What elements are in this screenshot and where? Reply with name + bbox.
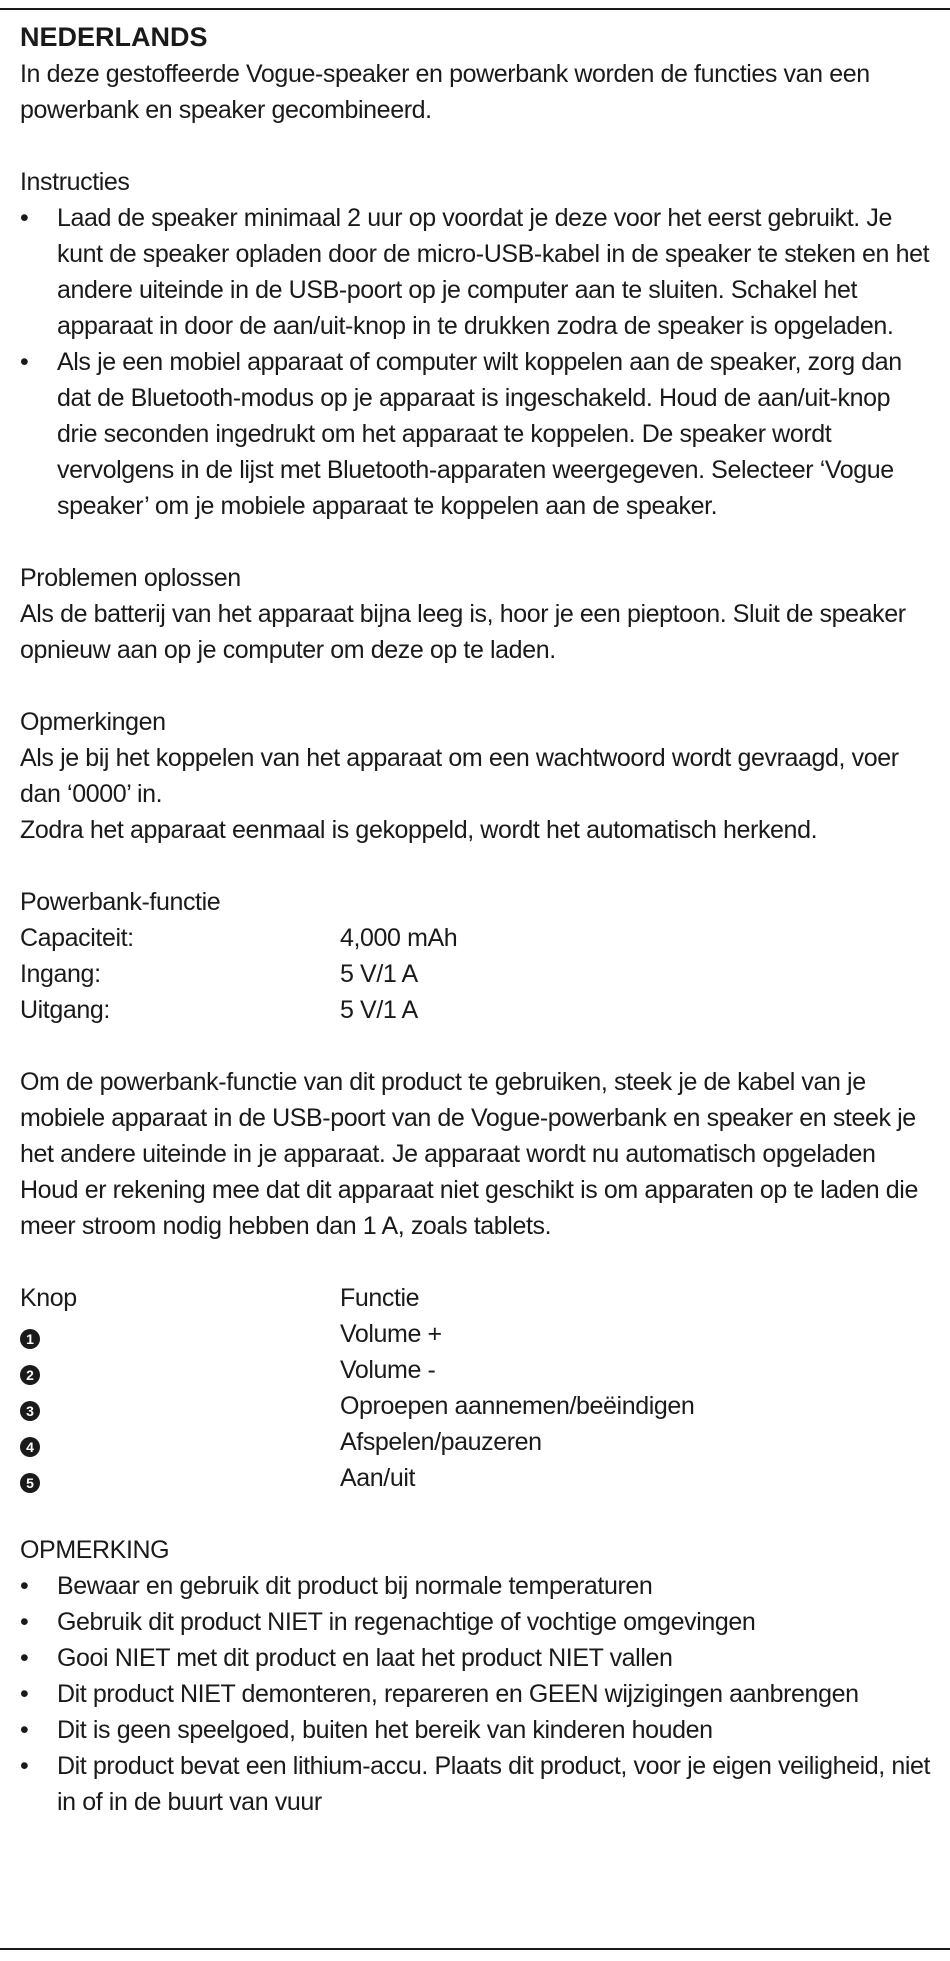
number-badge-icon: 2 (20, 1365, 40, 1385)
note-list (20, 1568, 935, 1820)
instructions-heading: Instructies (20, 168, 130, 196)
remarks-text: Als je bij het koppelen van het apparaat om een wachtwoord wordt gevraagd, voer dan ‘0000’ in. (20, 744, 899, 808)
spec-label: Ingang: (20, 960, 101, 988)
document-body (20, 18, 935, 1820)
list-item: • Laad de speaker minimaal 2 uur op voordat je deze voor het eerst gebruikt. Je kunt de speaker opladen door de micro-USB-kabel in de speaker te steken en het andere uiteinde in de USB-poort op je computer aan te sluiten. Schakel het apparaat in door de aan/uit-knop in te drukken zodra de speaker is opgeladen. (20, 200, 935, 344)
button-function: Volume + (340, 1320, 442, 1348)
number-badge-icon: 1 (20, 1329, 40, 1349)
column-header-knop: Knop (20, 1284, 77, 1312)
list-item: • Bewaar en gebruik dit product bij normale temperaturen (20, 1568, 935, 1604)
troubleshooting-heading: Problemen oplossen (20, 564, 241, 592)
button-row (20, 1460, 935, 1496)
intro-text: In deze gestoffeerde Vogue-speaker en powerbank worden de functies van een powerbank en speaker gecombineerd. (20, 60, 870, 124)
number-badge-icon: 4 (20, 1437, 40, 1457)
list-item: • Als je een mobiel apparaat of computer wilt koppelen aan de speaker, zorg dan dat de Bluetooth-modus op je apparaat is ingeschakeld. Houd de aan/uit-knop drie seconden ingedrukt om het apparaat te koppelen. De speaker wordt vervolgens in de lijst met Bluetooth-apparaten weergegeven. Selecteer ‘Vogue speaker’ om je mobiele apparaat te koppelen aan de speaker. (20, 344, 935, 524)
button-function: Afspelen/pauzeren (340, 1428, 542, 1456)
list-item: • Dit is geen speelgoed, buiten het bereik van kinderen houden (20, 1712, 935, 1748)
spec-label: Uitgang: (20, 996, 110, 1024)
bullet-icon: • (20, 1644, 29, 1672)
list-item: • Dit product bevat een lithium-accu. Plaats dit product, voor je eigen veiligheid, niet in of in de buurt van vuur (20, 1748, 935, 1820)
bullet-icon: • (20, 1680, 29, 1708)
list-item: • Gooi NIET met dit product en laat het product NIET vallen (20, 1640, 935, 1676)
button-function: Oproepen aannemen/beëindigen (340, 1392, 695, 1420)
spec-value: 5 V/1 A (340, 996, 418, 1024)
bullet-icon: • (20, 204, 29, 232)
button-function: Aan/uit (340, 1464, 416, 1492)
bullet-icon: • (20, 348, 29, 376)
troubleshooting-text: Als de batterij van het apparaat bijna leeg is, hoor je een pieptoon. Sluit de speaker opnieuw aan op je computer om deze op te laden. (20, 600, 906, 664)
bullet-icon: • (20, 1608, 29, 1636)
number-badge-icon: 3 (20, 1401, 40, 1421)
list-item: • Dit product NIET demonteren, repareren en GEEN wijzigingen aanbrengen (20, 1676, 935, 1712)
language-title: NEDERLANDS (20, 22, 208, 52)
spec-value: 4,000 mAh (340, 924, 458, 952)
remarks-text: Zodra het apparaat eenmaal is gekoppeld, wordt het automatisch herkend. (20, 816, 818, 844)
note-heading: OPMERKING (20, 1536, 170, 1564)
button-row (20, 1424, 935, 1460)
bottom-rule (0, 1948, 950, 1950)
spec-row (20, 920, 935, 956)
bullet-icon: • (20, 1716, 29, 1744)
powerbank-heading: Powerbank-functie (20, 888, 221, 916)
spec-label: Capaciteit: (20, 924, 134, 952)
spec-row (20, 956, 935, 992)
button-row (20, 1388, 935, 1424)
button-row (20, 1316, 935, 1352)
number-badge-icon: 5 (20, 1473, 40, 1493)
top-rule (0, 8, 950, 10)
button-function: Volume - (340, 1356, 436, 1384)
button-table-header (20, 1280, 935, 1316)
powerbank-usage-text: Om de powerbank-functie van dit product te gebruiken, steek je de kabel van je mobiele apparaat in de USB-poort van de Vogue-powerbank en speaker en steek je het andere uiteinde in je apparaat. Je apparaat wordt nu automatisch opgeladen Houd er rekening mee dat dit apparaat niet geschikt is om apparaten op te laden die meer stroom nodig hebben dan 1 A, zoals tablets. (20, 1068, 918, 1240)
spec-value: 5 V/1 A (340, 960, 418, 988)
bullet-icon: • (20, 1572, 29, 1600)
remarks-heading: Opmerkingen (20, 708, 166, 736)
list-item: • Gebruik dit product NIET in regenachtige of vochtige omgevingen (20, 1604, 935, 1640)
column-header-functie: Functie (340, 1284, 420, 1312)
spec-row (20, 992, 935, 1028)
bullet-icon: • (20, 1752, 29, 1780)
button-row (20, 1352, 935, 1388)
instructions-list (20, 200, 935, 524)
